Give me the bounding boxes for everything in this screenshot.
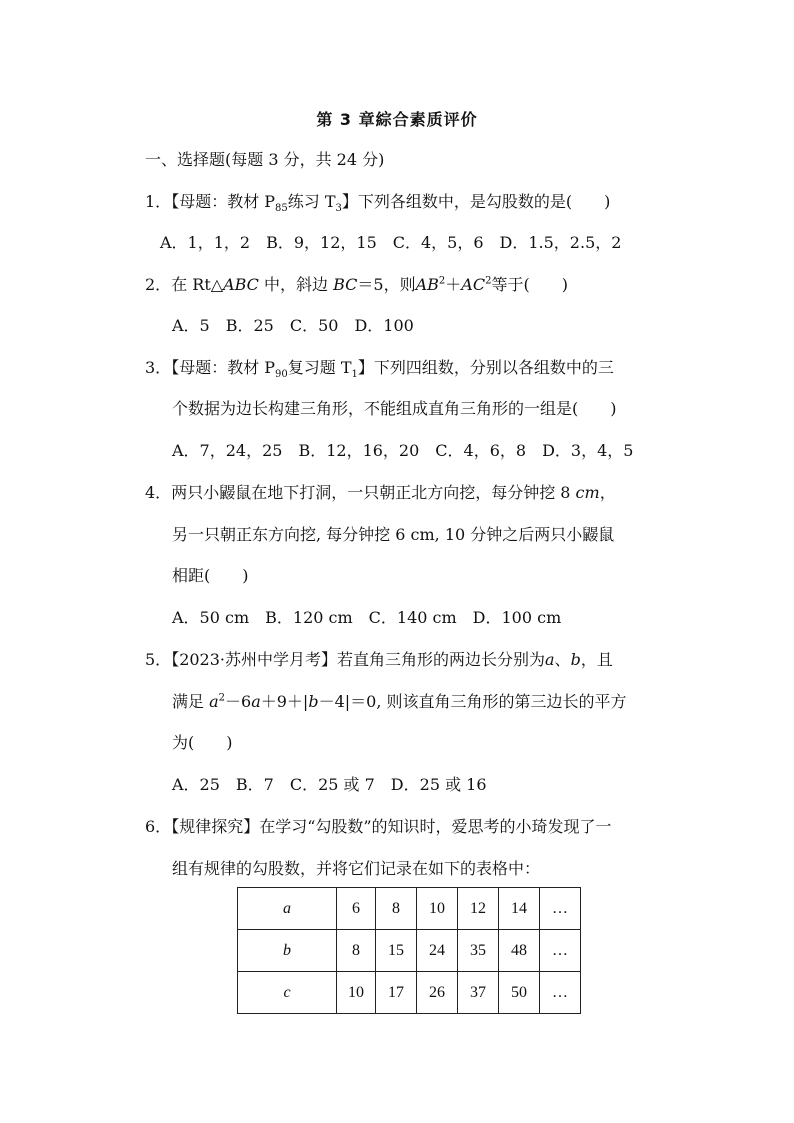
table-cell: 14 [499,888,540,930]
question-5 [145,650,613,670]
math-var: AC [461,275,486,294]
question-3-options: A．7，24，25 B．12，16，20 C．4，6，8 D．3，4，5 [172,441,634,460]
question-text: 【2023·苏州中学月考】若直角三角形的两边长分别为 [171,650,545,669]
question-text: ＋ [445,275,462,294]
math-var: BC [333,275,358,294]
table-cell: 48 [499,930,540,972]
table-cell: 15 [376,930,417,972]
question-1 [145,192,611,215]
superscript: 2 [485,275,492,287]
math-var: ABC [223,275,259,294]
subscript: 3 [335,203,342,215]
question-text: 在 Rt△ [171,275,224,294]
table-row [238,888,581,930]
math-var: a [251,692,261,711]
table-cell: 35 [458,930,499,972]
section-heading: 一、选择题(每题 3 分，共 24 分) [145,150,385,169]
question-number: 3． [145,358,172,377]
table-cell: … [540,888,581,930]
table-cell: 12 [458,888,499,930]
question-text: 练习 T [287,192,336,211]
question-text: 】下列四组数，分别以各组数中的三 [357,358,614,377]
question-text: 满足 [172,692,210,711]
question-text: ＋9＋| [260,692,309,711]
question-5-line-3: 为( ) [172,733,233,752]
math-var: a [209,692,219,711]
math-var: AB [415,275,439,294]
table-cell: 6 [337,888,376,930]
row-label: c [238,972,337,1014]
question-6 [145,817,612,837]
table-cell: 17 [376,972,417,1014]
question-text: 两只小鼹鼠在地下打洞，一只朝正北方向挖，每分钟挖 8 [171,483,576,502]
math-var: b [570,650,581,669]
question-6-line-2: 组有规律的勾股数，并将它们记录在如下的表格中： [172,859,541,878]
question-number: 1． [145,192,172,211]
pythagorean-triples-table [237,887,581,1014]
question-text: －6 [225,692,252,711]
superscript: 2 [438,275,446,287]
question-text: 【母题：教材 P [171,358,276,377]
table-cell: 24 [417,930,458,972]
math-var: b [308,692,319,711]
question-number: 6． [145,817,172,836]
question-text: ，且 [580,650,613,669]
table-row [238,972,581,1014]
table-cell: 10 [417,888,458,930]
question-text: 【规律探究】在学习“勾股数”的知识时，爱思考的小琦发现了一 [171,817,612,836]
question-text: 中，斜边 [258,275,334,294]
question-number: 5． [145,650,172,669]
question-5-line-2 [172,692,627,712]
math-var: a [545,650,555,669]
question-text: 等于( ) [491,275,568,294]
page-title: 第 3 章綜合素质评价 [316,110,478,129]
question-text: 复习题 T [287,358,352,377]
question-4-line-2: 另一只朝正东方向挖, 每分钟挖 6 cm, 10 分钟之后两只小鼹鼠 [172,525,615,544]
question-text: ＝5，则 [357,275,416,294]
subscript: 1 [351,369,358,381]
question-number: 4． [145,483,172,502]
table-row [238,930,581,972]
question-text: 、 [554,650,571,669]
question-number: 2． [145,275,172,294]
question-text: 】下列各组数中，是勾股数的是( ) [341,192,611,211]
table-cell: 26 [417,972,458,1014]
table-cell: 8 [376,888,417,930]
question-3 [145,358,614,381]
superscript: 2 [218,692,226,704]
question-text: 【母题：教材 P [171,192,276,211]
question-2 [145,275,568,295]
question-text: －4|＝0, 则该直角三角形的第三边长的平方 [318,692,627,711]
subscript: 85 [275,203,288,215]
table-cell: … [540,972,581,1014]
question-1-options: A．1，1，2 B．9，12，15 C．4，5，6 D．1.5，2.5，2 [160,233,622,252]
row-label: b [238,930,337,972]
question-4 [145,483,616,503]
table-cell: 10 [337,972,376,1014]
table-cell: 50 [499,972,540,1014]
row-label: a [238,888,337,930]
table-cell: 37 [458,972,499,1014]
question-text: ， [599,483,616,502]
question-4-options: A．50 cm B．120 cm C．140 cm D．100 cm [172,608,562,627]
table-cell: 8 [337,930,376,972]
subscript: 90 [275,369,288,381]
question-4-line-3: 相距( ) [172,566,249,585]
table-cell: … [540,930,581,972]
question-5-options: A．25 B．7 C．25 或 7 D．25 或 16 [172,775,487,794]
unit: cm [575,483,600,502]
question-2-options: A．5 B．25 C．50 D．100 [172,316,414,335]
question-3-line-2: 个数据为边长构建三角形，不能组成直角三角形的一组是( ) [172,399,617,418]
